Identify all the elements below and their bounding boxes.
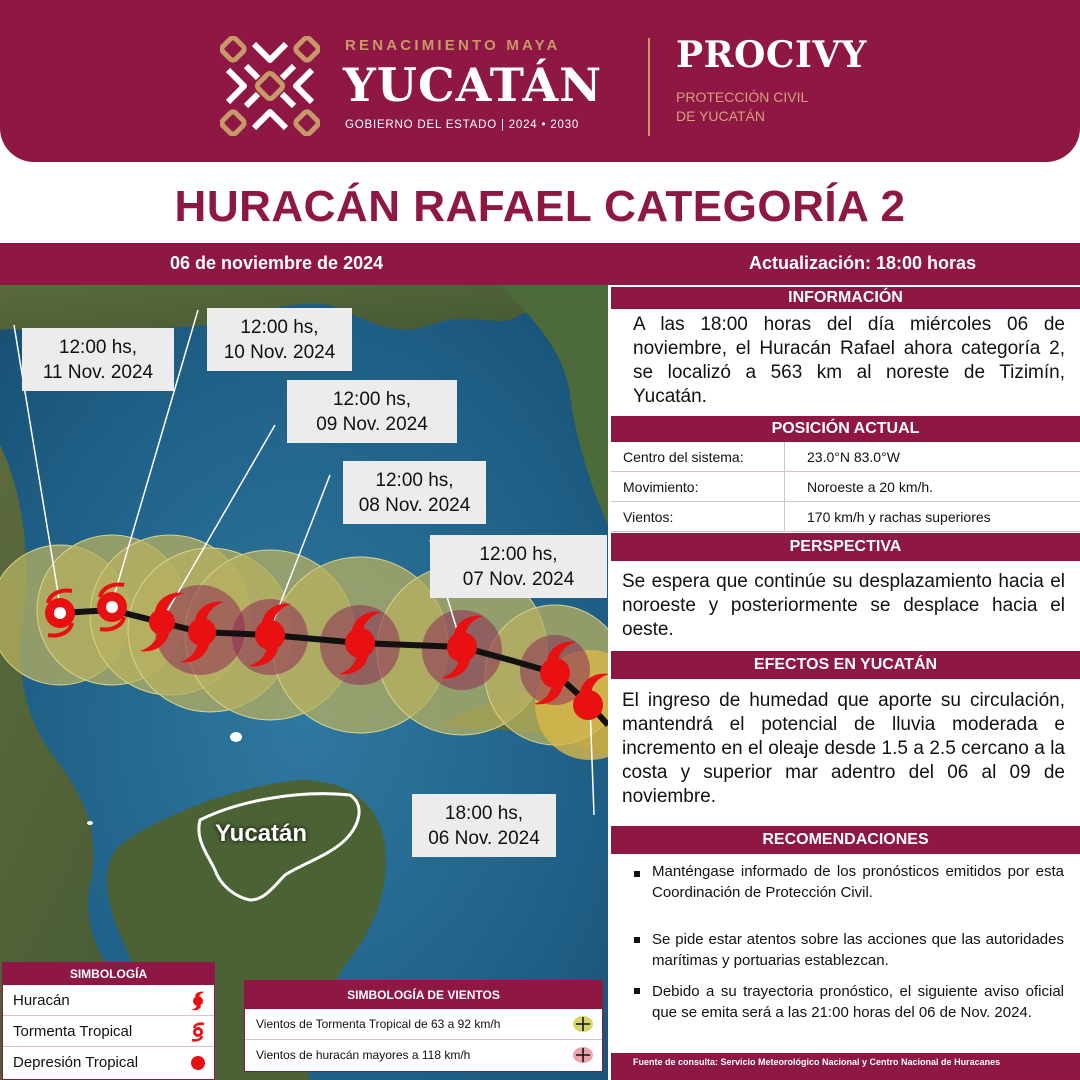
informacion-text: A las 18:00 horas del día miércoles 06 de noviembre, el Huracán Rafael ahora categoría 2, se localizó a 563 km al noreste de Tizimín, Yucatán. — [633, 314, 1065, 407]
position-value: 170 km/h y rachas superiores — [807, 509, 991, 525]
legend-item-depresion — [3, 1047, 214, 1078]
row-divider — [784, 472, 785, 502]
yucatan-map-label: Yucatán — [215, 820, 308, 847]
position-row-vientos — [611, 502, 1080, 532]
recomendacion-item: Se pide estar atentos sobre las acciones que las autoridades marítimas y portuarias establezcan. — [652, 931, 1064, 969]
recomendacion-item: Manténgase informado de los pronósticos emitidos por esta Coordinación de Protección Civil. — [652, 863, 1064, 901]
island — [87, 821, 93, 825]
row-divider — [784, 442, 785, 472]
callout-time: 12:00 hs, — [58, 337, 138, 358]
tropical-depression-icon — [188, 1053, 208, 1073]
row-divider — [784, 502, 785, 532]
section-efectos-title: EFECTOS EN YUCATÁN — [611, 651, 1080, 679]
recomendacion-item: Debido a su trayectoria pronóstico, el siguiente aviso oficial que se emita será a las 21:00 horas del 06 de Nov. 2024. — [652, 983, 1064, 1021]
callout-11nov — [22, 328, 174, 391]
forecast-map — [0, 285, 608, 1080]
position-row-centro — [611, 442, 1080, 472]
callout-06nov — [412, 794, 556, 857]
callout-time: 18:00 hs, — [444, 803, 524, 824]
position-value: 23.0°N 83.0°W — [807, 449, 900, 465]
legend-label: Huracán — [13, 992, 70, 1009]
callout-date: 06 Nov. 2024 — [428, 828, 540, 849]
position-key: Movimiento: — [623, 479, 699, 495]
wind-legend-tormenta — [245, 1009, 602, 1040]
wind-symbology-legend — [244, 980, 603, 1072]
section-posicion-title: POSICIÓN ACTUAL — [611, 416, 1080, 442]
wind-legend-huracan — [245, 1040, 602, 1071]
legend-item-huracan — [3, 985, 214, 1016]
update-time: Actualización: 18:00 horas — [749, 253, 977, 273]
org-name: PROCIVY — [676, 34, 867, 76]
org-subtitle-1: PROTECCIÓN CIVIL — [676, 89, 809, 105]
position-key: Vientos: — [623, 509, 674, 525]
callout-10nov — [207, 308, 352, 371]
hurricane-icon — [188, 991, 208, 1011]
island — [230, 732, 242, 742]
org-subtitle-2: DE YUCATÁN — [676, 108, 765, 124]
callout-time: 12:00 hs, — [375, 470, 454, 491]
position-value: Noroeste a 20 km/h. — [807, 479, 934, 495]
brand-subtitle: GOBIERNO DEL ESTADO | 2024 • 2030 — [345, 119, 580, 131]
perspectiva-text: Se espera que continúe su desplazamiento hacia el noroeste y posteriormente se desplace hacia el oeste. — [622, 571, 1065, 640]
yucatan-mayan-pattern-icon — [220, 36, 320, 136]
callout-time: 12:00 hs, — [332, 389, 412, 410]
legend-label: Tormenta Tropical — [13, 1023, 133, 1040]
wind-legend-label: Vientos de Tormenta Tropical de 63 a 92 km/h — [256, 1017, 501, 1031]
section-perspectiva-title: PERSPECTIVA — [611, 533, 1080, 561]
source-footer: Fuente de consulta: Servicio Meteorológico Nacional y Centro Nacional de Huracanes — [611, 1053, 1080, 1080]
brand-tagline: RENACIMIENTO MAYA — [345, 37, 561, 54]
callout-date: 11 Nov. 2024 — [42, 362, 154, 383]
callout-09nov — [287, 380, 457, 443]
hurricane-wind-icon — [572, 1045, 594, 1065]
header-banner — [0, 0, 1080, 162]
tropical-storm-icon — [188, 1022, 208, 1042]
callout-time: 12:00 hs, — [479, 544, 558, 565]
callout-08nov — [343, 461, 486, 524]
efectos-text: El ingreso de humedad que aporte su circulación, mantendrá el potencial de lluvia moderada e incremento en el oleaje desde 1.5 a 2.5 cercano a la costa y superior mar adentro del 06 al 09 de noviembre. — [622, 690, 1065, 807]
callout-07nov — [430, 535, 607, 598]
position-key: Centro del sistema: — [623, 449, 744, 465]
callout-date: 10 Nov. 2024 — [223, 342, 336, 363]
wind-symbology-title: SIMBOLOGÍA DE VIENTOS — [245, 981, 602, 1009]
callout-date: 08 Nov. 2024 — [358, 495, 471, 516]
section-informacion-title: INFORMACIÓN — [611, 287, 1080, 309]
legend-item-tormenta — [3, 1016, 214, 1047]
symbology-title: SIMBOLOGÍA — [3, 963, 214, 985]
bullet-dot — [634, 988, 640, 994]
symbology-legend — [2, 962, 215, 1080]
position-row-movimiento — [611, 472, 1080, 502]
header-divider — [648, 38, 650, 136]
callout-time: 12:00 hs, — [240, 317, 319, 338]
bullet-dot — [634, 937, 640, 943]
section-recomendaciones-title: RECOMENDACIONES — [611, 826, 1080, 854]
info-panel — [608, 285, 1080, 1080]
date-text: 06 de noviembre de 2024 — [170, 253, 384, 273]
callout-date: 09 Nov. 2024 — [316, 414, 428, 435]
page-title: HURACÁN RAFAEL CATEGORÍA 2 — [174, 182, 906, 231]
wind-legend-label: Vientos de huracán mayores a 118 km/h — [256, 1048, 471, 1062]
tropical-storm-wind-icon — [572, 1014, 594, 1034]
bullet-dot — [634, 871, 640, 877]
legend-label: Depresión Tropical — [13, 1054, 139, 1071]
brand-name: YUCATÁN — [343, 58, 603, 112]
callout-date: 07 Nov. 2024 — [462, 569, 575, 590]
